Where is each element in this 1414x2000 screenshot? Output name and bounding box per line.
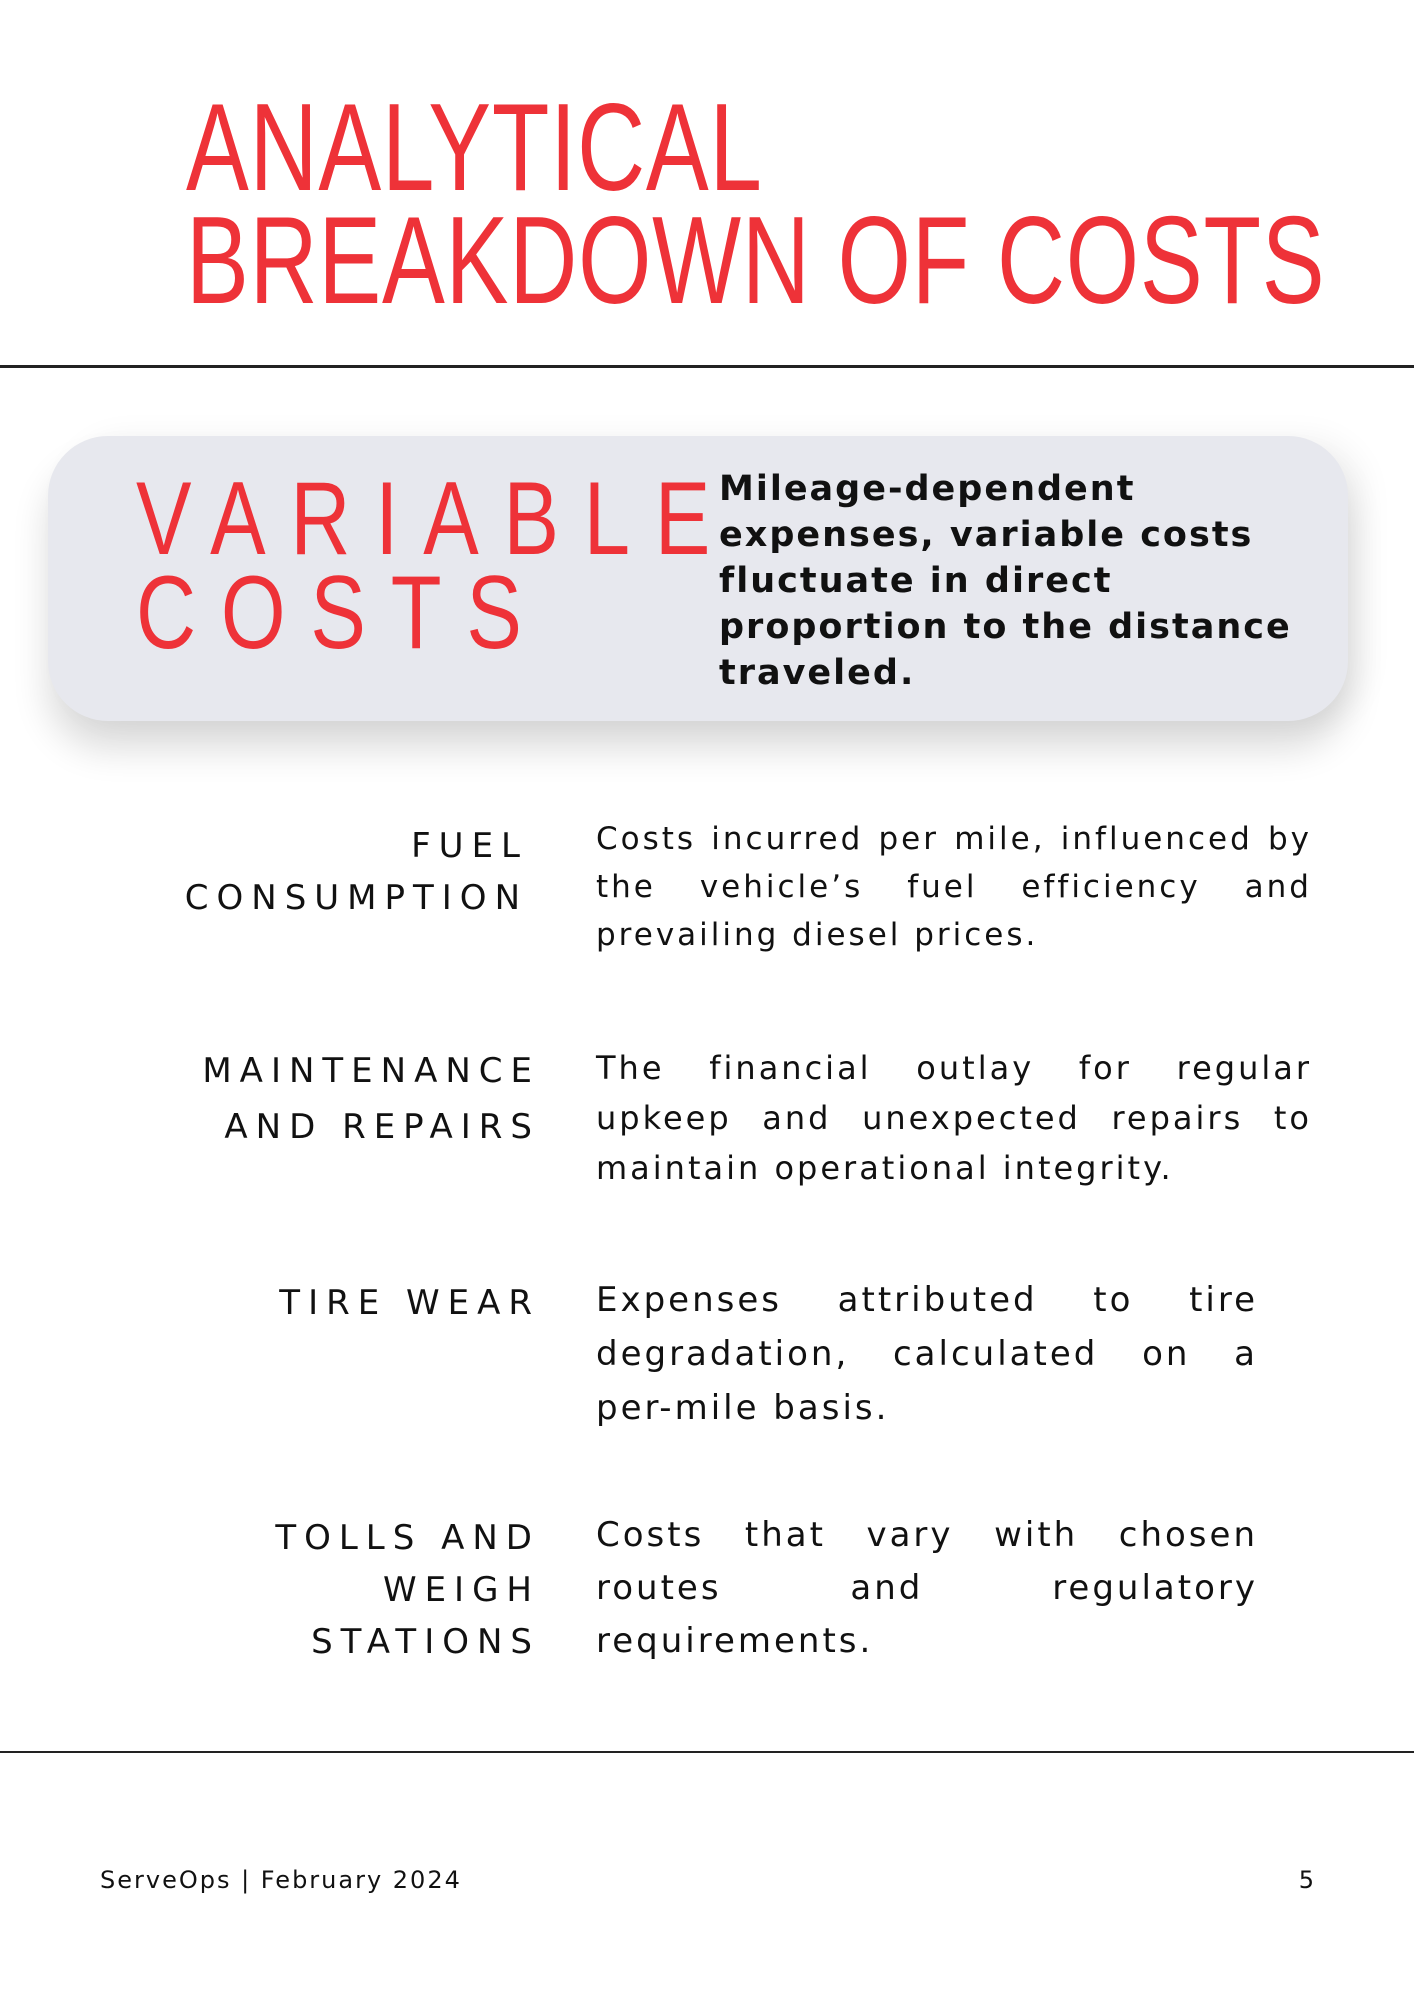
page-title-line-2: BREAKDOWN OF COSTS [186,192,1326,330]
page-title [186,79,1326,330]
bottom-divider [0,1751,1414,1753]
item-label-line: TIRE WEAR [279,1283,540,1323]
item-label-tire-wear [279,1275,540,1331]
footer-publication: ServeOps | February 2024 [100,1866,462,1894]
banner-description: Mileage-dependent expenses, variable costs fluctuate in direct proportion to the distance traveled. [719,469,1292,693]
item-description-fuel-consumption: Costs incurred per mile, influenced by the vehicle’s fuel efficiency and prevailing diesel prices. [596,821,1312,953]
item-label-line: FUEL [411,826,528,866]
item-label-line: AND REPAIRS [224,1107,540,1147]
item-description-tolls-weigh-stations: Costs that vary with chosen routes and regulatory requirements. [596,1515,1258,1661]
banner-title-line-1: VARIABLE [136,461,736,577]
top-divider [0,365,1414,368]
banner-title [136,461,736,671]
item-label-fuel-consumption [185,820,528,924]
page-title-line-1: ANALYTICAL [186,79,763,217]
item-label-line: MAINTENANCE [202,1051,540,1091]
item-label-line: STATIONS [311,1622,540,1662]
banner-title-line-2: COSTS [136,555,547,671]
item-label-line: CONSUMPTION [184,878,528,918]
item-label-line: TOLLS AND [275,1518,540,1558]
page-number: 5 [1298,1866,1314,1894]
item-description-maintenance-repairs: The financial outlay for regular upkeep and unexpected repairs to maintain operational integrity. [596,1049,1312,1187]
item-label-maintenance-repairs [202,1043,540,1155]
item-description-tire-wear: Expenses attributed to tire degradation, calculated on a per-mile basis. [596,1280,1258,1428]
item-label-tolls-weigh-stations [275,1512,540,1668]
item-label-line: WEIGH [382,1570,540,1610]
